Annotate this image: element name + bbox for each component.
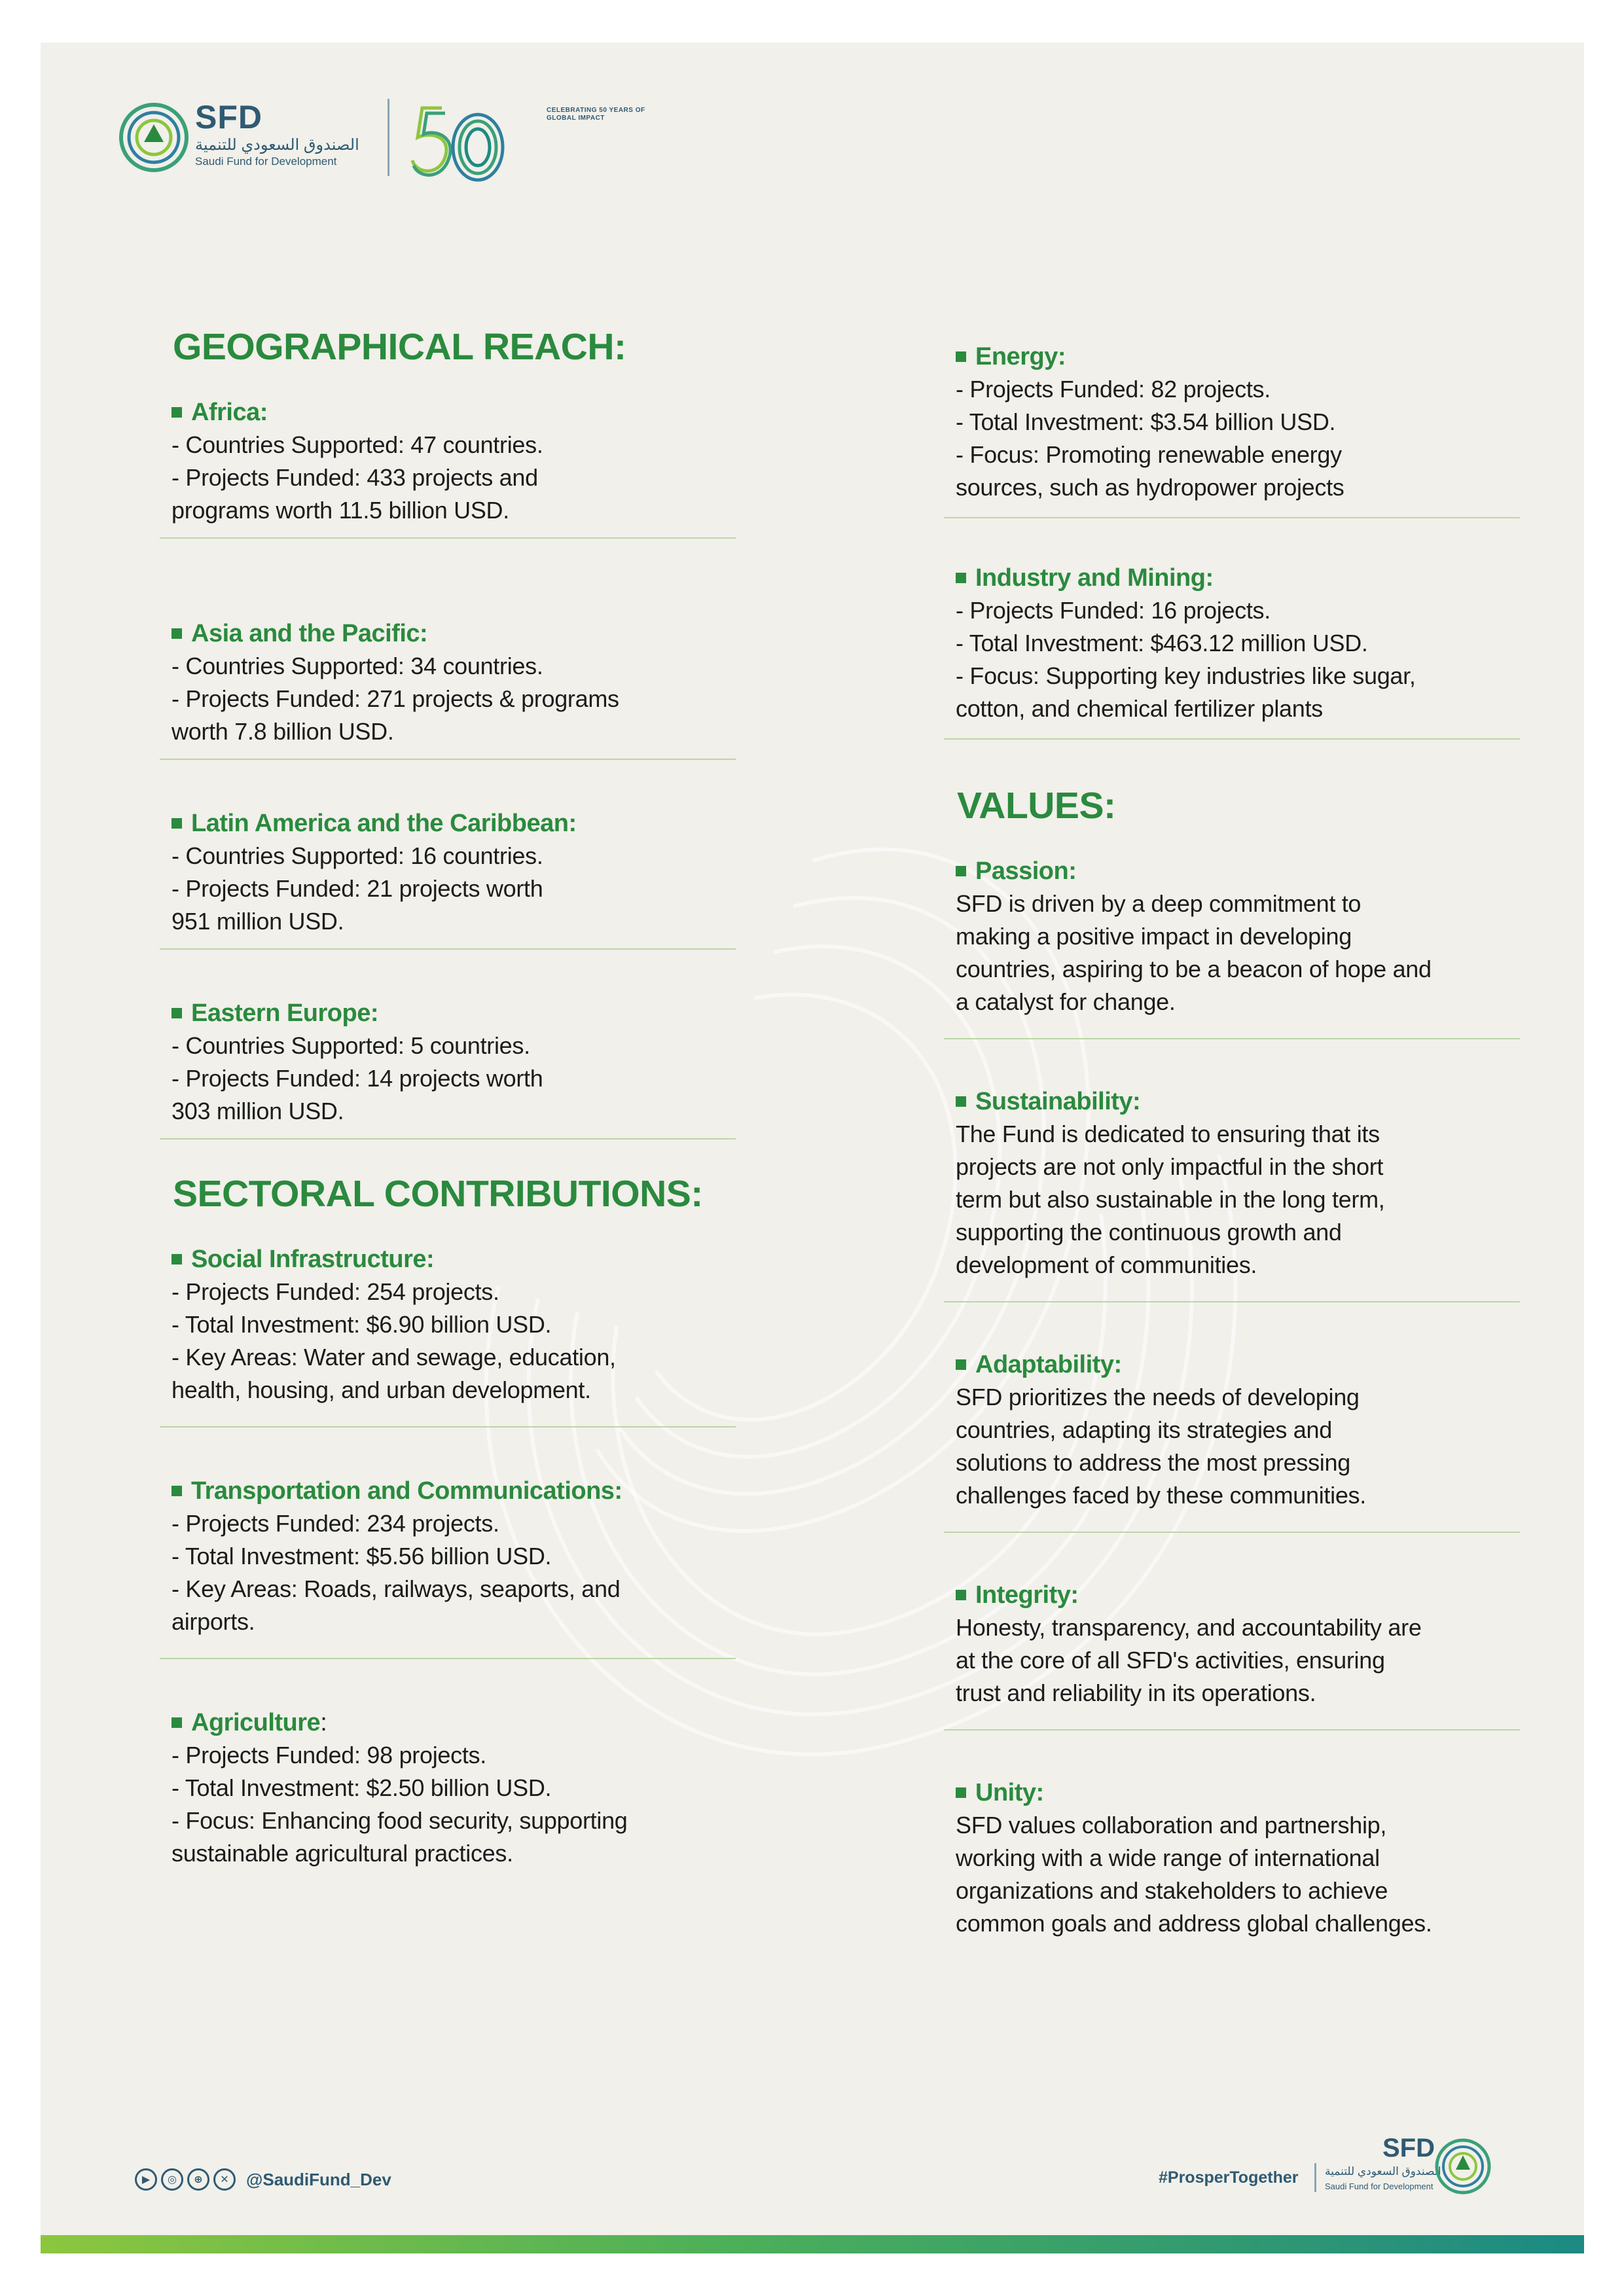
sfd-emblem-icon (118, 101, 190, 173)
block-line: Honesty, transparency, and accountability are (956, 1614, 1422, 1641)
block-line: - Total Investment: $2.50 billion USD. (171, 1774, 552, 1801)
section-divider (160, 948, 736, 950)
block-line: 951 million USD. (171, 908, 344, 935)
block-line: at the core of all SFD's activities, ensuring (956, 1647, 1385, 1674)
logo-arabic-text: الصندوق السعودي للتنمية (195, 136, 359, 154)
block-line: - Countries Supported: 47 countries. (171, 431, 543, 458)
block-line: - Projects Funded: 234 projects. (171, 1510, 499, 1537)
section-divider (944, 1301, 1520, 1302)
block-line: challenges faced by these communities. (956, 1482, 1366, 1509)
section-divider (944, 1729, 1520, 1731)
block-line: - Total Investment: $5.56 billion USD. (171, 1543, 552, 1570)
poster-sheet (41, 43, 1584, 2253)
bullet-square-icon (956, 351, 966, 362)
block-line: - Projects Funded: 16 projects. (956, 597, 1271, 624)
footer-divider (1314, 2163, 1316, 2192)
block-title-text: Unity: (975, 1779, 1044, 1806)
info-block (944, 340, 1546, 504)
block-line: - Focus: Enhancing food security, supporting (171, 1807, 628, 1834)
logo-english-text: Saudi Fund for Development (195, 155, 337, 168)
block-line: countries, adapting its strategies and (956, 1416, 1332, 1443)
info-block (160, 807, 749, 938)
bullet-square-icon (956, 573, 966, 583)
block-line: - Countries Supported: 5 countries. (171, 1032, 530, 1059)
left-column (160, 324, 749, 1870)
block-line: - Key Areas: Roads, railways, seaports, and (171, 1575, 621, 1602)
block-title-text: Industry and Mining: (975, 564, 1214, 592)
info-block (160, 1475, 749, 1638)
info-block (160, 617, 749, 748)
block-title (956, 562, 1534, 594)
block-line: a catalyst for change. (956, 988, 1176, 1015)
info-block (944, 562, 1546, 725)
sectoral-list (160, 1243, 749, 1870)
section-divider (160, 1138, 736, 1139)
youtube-icon[interactable]: ▶ (135, 2168, 157, 2191)
block-line: SFD prioritizes the needs of developing (956, 1384, 1360, 1410)
block-title-suffix: : (320, 1709, 327, 1736)
instagram-icon[interactable]: ◎ (161, 2168, 183, 2191)
block-line: - Total Investment: $463.12 million USD. (956, 630, 1368, 656)
block-line: - Projects Funded: 21 projects worth (171, 875, 543, 902)
info-block (944, 855, 1546, 1018)
bullet-square-icon (956, 1096, 966, 1107)
celebrating-tagline: CELEBRATING 50 YEARS OF GLOBAL IMPACT (547, 107, 645, 122)
block-title-text: Transportation and Communications: (191, 1477, 623, 1505)
block-line: trust and reliability in its operations. (956, 1679, 1316, 1706)
block-line: SFD is driven by a deep commitment to (956, 890, 1362, 917)
info-block (944, 1776, 1546, 1940)
footer-english-text: Saudi Fund for Development (1325, 2181, 1434, 2191)
block-line: worth 7.8 billion USD. (171, 718, 394, 745)
block-title-text: Energy: (975, 343, 1066, 370)
block-title (956, 1348, 1534, 1381)
block-title (956, 1776, 1534, 1809)
globe-icon[interactable]: ⊕ (187, 2168, 209, 2191)
geographical-heading: GEOGRAPHICAL REACH: (173, 326, 626, 368)
block-line: - Projects Funded: 14 projects worth (171, 1065, 543, 1092)
block-line: The Fund is dedicated to ensuring that its (956, 1121, 1380, 1147)
block-line: - Total Investment: $6.90 billion USD. (171, 1311, 552, 1338)
bullet-square-icon (171, 407, 182, 418)
bullet-square-icon (956, 1787, 966, 1798)
bullet-square-icon (956, 866, 966, 876)
x-icon[interactable]: ✕ (213, 2168, 236, 2191)
values-heading: VALUES: (957, 785, 1116, 827)
bullet-square-icon (956, 1359, 966, 1370)
info-block (944, 1085, 1546, 1282)
block-title-text: Eastern Europe: (191, 999, 379, 1027)
block-title (956, 1085, 1534, 1118)
section-divider (944, 1532, 1520, 1533)
block-title-text: Agriculture (191, 1709, 321, 1736)
section-divider (944, 1038, 1520, 1039)
sectoral-heading: SECTORAL CONTRIBUTIONS: (173, 1173, 703, 1215)
block-line: - Countries Supported: 16 countries. (171, 842, 543, 869)
block-line: term but also sustainable in the long term, (956, 1186, 1385, 1213)
logo-divider (388, 99, 389, 176)
block-line: airports. (171, 1608, 255, 1635)
block-line: making a positive impact in developing (956, 923, 1352, 950)
hashtag: #ProsperTogether (1159, 2168, 1299, 2187)
block-title (171, 1475, 737, 1507)
block-title (956, 855, 1534, 888)
fifty-years-icon (406, 95, 511, 187)
block-line: - Key Areas: Water and sewage, education, (171, 1344, 616, 1371)
block-line: - Total Investment: $3.54 billion USD. (956, 408, 1336, 435)
social-handle[interactable]: @SaudiFund_Dev (246, 2169, 391, 2189)
block-line: programs worth 11.5 billion USD. (171, 497, 509, 524)
footer-sfd-text: SFD (1382, 2134, 1435, 2162)
values-list (944, 855, 1546, 1940)
block-line: projects are not only impactful in the short (956, 1153, 1384, 1180)
block-line: - Focus: Promoting renewable energy (956, 441, 1342, 468)
block-line: - Focus: Supporting key industries like sugar, (956, 662, 1416, 689)
block-title-text: Adaptability: (975, 1351, 1122, 1378)
section-divider (160, 759, 736, 760)
bullet-square-icon (171, 1717, 182, 1728)
block-title-text: Sustainability: (975, 1088, 1141, 1115)
block-title-text: Latin America and the Caribbean: (191, 810, 577, 837)
block-line: development of communities. (956, 1251, 1257, 1278)
block-title-text: Africa: (191, 399, 268, 426)
block-title (956, 1579, 1534, 1611)
info-block (944, 1579, 1546, 1710)
block-line: working with a wide range of international (956, 1844, 1380, 1871)
block-title-text: Social Infrastructure: (191, 1246, 435, 1273)
block-title-text: Integrity: (975, 1581, 1079, 1609)
section-divider (944, 738, 1520, 740)
block-line: - Projects Funded: 98 projects. (171, 1742, 486, 1768)
info-block (160, 997, 749, 1128)
block-title (171, 807, 737, 840)
block-title (956, 340, 1534, 373)
info-block (944, 1348, 1546, 1512)
block-line: - Projects Funded: 254 projects. (171, 1278, 499, 1305)
block-line: organizations and stakeholders to achieve (956, 1877, 1388, 1904)
social-bar (135, 2163, 391, 2196)
block-line: supporting the continuous growth and (956, 1219, 1342, 1246)
geographical-list (160, 396, 749, 1139)
block-line: common goals and address global challenges. (956, 1910, 1432, 1937)
bottom-gradient-bar (41, 2235, 1584, 2253)
block-title (171, 617, 737, 650)
footer-emblem-icon (1434, 2137, 1492, 2196)
block-line: cotton, and chemical fertilizer plants (956, 695, 1323, 722)
block-line: - Projects Funded: 433 projects and (171, 464, 538, 491)
bullet-square-icon (171, 1486, 182, 1496)
block-line: sources, such as hydropower projects (956, 474, 1344, 501)
block-title-text: Asia and the Pacific: (191, 620, 428, 647)
block-line: SFD values collaboration and partnership, (956, 1812, 1387, 1839)
block-line: solutions to address the most pressing (956, 1449, 1350, 1476)
section-divider (944, 517, 1520, 518)
header-logo (118, 95, 645, 193)
bullet-square-icon (171, 1254, 182, 1265)
bullet-square-icon (171, 1008, 182, 1018)
block-line: - Projects Funded: 271 projects & programs (171, 685, 619, 712)
section-divider (160, 1658, 736, 1659)
logo-sfd-text: SFD (195, 99, 262, 135)
section-divider (160, 1426, 736, 1427)
block-title (171, 396, 737, 429)
footer-arabic-text: الصندوق السعودي للتنمية (1325, 2165, 1441, 2178)
block-line: 303 million USD. (171, 1098, 344, 1124)
bullet-square-icon (171, 628, 182, 639)
block-title (171, 997, 737, 1030)
info-block (160, 1243, 749, 1407)
bullet-square-icon (171, 818, 182, 829)
block-line: countries, aspiring to be a beacon of hope and (956, 956, 1432, 982)
block-line: - Countries Supported: 34 countries. (171, 653, 543, 679)
block-line: health, housing, and urban development. (171, 1376, 591, 1403)
right-column (944, 340, 1546, 1940)
sectoral-right-list (944, 340, 1546, 740)
block-title-text: Passion: (975, 857, 1077, 885)
block-title (171, 1243, 737, 1276)
section-divider (160, 537, 736, 539)
bullet-square-icon (956, 1590, 966, 1600)
block-line: sustainable agricultural practices. (171, 1840, 513, 1867)
info-block (160, 396, 749, 527)
block-line: - Projects Funded: 82 projects. (956, 376, 1271, 403)
block-title (171, 1706, 737, 1739)
info-block (160, 1706, 749, 1870)
